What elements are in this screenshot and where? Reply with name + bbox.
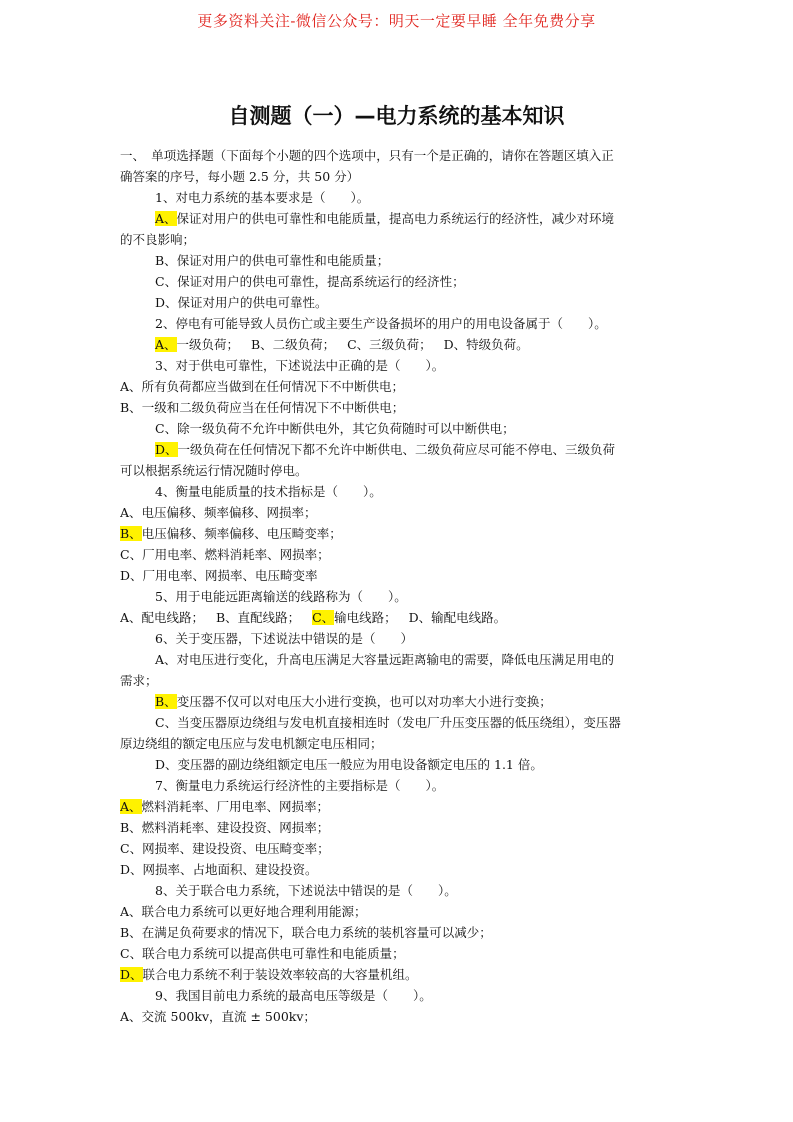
answer-option (120, 439, 673, 460)
answer-option (120, 292, 673, 313)
option-text: 电压偏移、频率偏移、电压畸变率； (141, 526, 342, 541)
section-heading-line-2: 确答案的序号，每小题 2.5 分，共 50 分） (120, 169, 360, 184)
option-mark: B、 (215, 610, 238, 625)
option-text: 燃料消耗率、建设投资、网损率； (141, 820, 330, 835)
option-text: 配电线路； (141, 610, 205, 625)
option-text: 保证对用户的供电可靠性。 (177, 295, 328, 310)
option-mark: C、 (312, 610, 335, 625)
answer-option (120, 1006, 673, 1027)
option-mark: D、 (120, 862, 143, 877)
option-mark: A、 (155, 337, 177, 352)
answer-option (120, 796, 673, 817)
option-mark: A、 (120, 505, 142, 520)
answer-option (120, 922, 673, 943)
promo-banner: 更多资料关注-微信公众号：明天一定要早睡 全年免费分享 (197, 12, 596, 30)
option-mark: A、 (155, 211, 177, 226)
question-stem: 8、关于联合电力系统，下述说法中错误的是（ ）。 (155, 883, 457, 898)
option-mark: B、 (120, 526, 142, 541)
option-text: 二级负荷； (272, 337, 336, 352)
option-text: 网损率、建设投资、电压畸变率； (142, 841, 330, 856)
option-mark: B、 (120, 925, 142, 940)
option-mark: D、 (155, 757, 178, 772)
option-text: 在满足负荷要求的情况下，联合电力系统的装机容量可以减少； (141, 925, 492, 940)
answer-option (120, 250, 673, 271)
section-heading-line-1: 一、 单项选择题（下面每个小题的四个选项中，只有一个是正确的，请你在答题区填入正 (120, 148, 614, 163)
question-stem: 1、对电力系统的基本要求是（ ）。 (155, 190, 370, 205)
option-mark: A、 (120, 904, 142, 919)
option-text: 燃料消耗率、厂用电率、网损率； (141, 799, 330, 814)
option-mark: C、 (155, 715, 178, 730)
option-text: 厂用电率、燃料消耗率、网损率； (142, 547, 330, 562)
option-text: 直配线路； (237, 610, 301, 625)
page-title: 自测题（一）—电力系统的基本知识 (228, 104, 565, 128)
option-text: 输配电线路。 (431, 610, 507, 625)
option-mark: C、 (155, 274, 178, 289)
option-text: 交流 500kv，直流 ± 500kv； (141, 1009, 316, 1024)
document-body (120, 145, 673, 1027)
option-continuation: 原边绕组的额定电压应与发电机额定电压相同； (120, 736, 383, 751)
option-mark: C、 (347, 337, 370, 352)
option-text: 三级负荷； (369, 337, 432, 352)
option-text: 所有负荷都应当做到在任何情况下不中断供电； (141, 379, 405, 394)
question-stem: 3、对于供电可靠性，下述说法中正确的是（ ）。 (155, 358, 445, 373)
question-stem: 4、衡量电能质量的技术指标是（ ）。 (155, 484, 382, 499)
option-mark: A、 (120, 379, 142, 394)
answer-option (120, 271, 673, 292)
question-stem: 9、我国目前电力系统的最高电压等级是（ ）。 (155, 988, 432, 1003)
option-continuation: 需求； (120, 673, 158, 688)
answer-option (120, 691, 673, 712)
option-text: 联合电力系统可以更好地合理利用能源； (141, 904, 367, 919)
option-text: 除一级负荷不允许中断供电外，其它负荷随时可以中断供电； (177, 421, 515, 436)
option-text: 一级和二级负荷应当在任何情况下不中断供电； (141, 400, 405, 415)
option-mark: D、 (155, 295, 178, 310)
option-text: 网损率、占地面积、建设投资。 (142, 862, 318, 877)
question-stem: 6、关于变压器，下述说法中错误的是（ ） (155, 631, 413, 646)
option-text: 变压器的副边绕组额定电压一般应为用电设备额定电压的 1.1 倍。 (177, 757, 543, 772)
option-mark: D、 (443, 337, 467, 352)
answer-option (120, 376, 673, 397)
option-continuation: 的不良影响； (120, 232, 196, 247)
option-mark: B、 (155, 253, 177, 268)
answer-option (120, 838, 673, 859)
option-mark: A、 (120, 799, 142, 814)
option-mark: B、 (250, 337, 273, 352)
answer-option (120, 418, 673, 439)
option-text: 厂用电率、网损率、电压畸变率 (142, 568, 318, 583)
option-text: 电压偏移、频率偏移、网损率； (141, 505, 317, 520)
option-mark: C、 (120, 841, 143, 856)
option-mark: A、 (155, 652, 177, 667)
option-text: 特级负荷。 (466, 337, 529, 352)
option-text: 一级负荷； (176, 337, 240, 352)
option-mark: B、 (155, 694, 177, 709)
option-mark: D、 (120, 568, 143, 583)
answer-option (120, 502, 673, 523)
option-mark: C、 (120, 946, 143, 961)
option-text: 联合电力系统不利于装设效率较高的大容量机组。 (142, 967, 418, 982)
answer-option (120, 964, 673, 985)
option-continuation: 可以根据系统运行情况随时停电。 (120, 463, 308, 478)
option-text: 保证对用户的供电可靠性和电能质量； (176, 253, 390, 268)
answer-option (120, 208, 673, 229)
option-text: 输电线路； (334, 610, 397, 625)
option-text: 变压器不仅可以对电压大小进行变换，也可以对功率大小进行变换； (176, 694, 552, 709)
inline-options-row (120, 607, 673, 628)
answer-option (120, 943, 673, 964)
answer-option (120, 817, 673, 838)
option-mark: C、 (155, 421, 178, 436)
answer-option (120, 901, 673, 922)
option-text: 当变压器原边绕组与发电机直接相连时（发电厂升压变压器的低压绕组），变压器 (177, 715, 621, 730)
option-mark: A、 (120, 1009, 142, 1024)
option-mark: C、 (120, 547, 143, 562)
question-stem: 5、用于电能远距离输送的线路称为（ ）。 (155, 589, 407, 604)
answer-option (120, 859, 673, 880)
answer-option (120, 544, 673, 565)
option-text: 联合电力系统可以提高供电可靠性和电能质量； (142, 946, 405, 961)
option-text: 对电压进行变化，升高电压满足大容量远距离输电的需要，降低电压满足用电的 (176, 652, 615, 667)
option-mark: B、 (120, 400, 142, 415)
option-mark: B、 (120, 820, 142, 835)
question-stem: 7、衡量电力系统运行经济性的主要指标是（ ）。 (155, 778, 445, 793)
option-text: 保证对用户的供电可靠性，提高系统运行的经济性； (177, 274, 465, 289)
answer-option (120, 523, 673, 544)
option-mark: D、 (155, 442, 178, 457)
option-text: 保证对用户的供电可靠性和电能质量，提高电力系统运行的经济性，减少对环境 (176, 211, 615, 226)
answer-option (120, 754, 673, 775)
inline-options-row (120, 334, 673, 355)
answer-option (120, 649, 673, 670)
option-mark: D、 (408, 610, 432, 625)
answer-option (120, 712, 673, 733)
option-mark: A、 (120, 610, 142, 625)
answer-option (120, 565, 673, 586)
answer-option (120, 397, 673, 418)
option-text: 一级负荷在任何情况下都不允许中断供电、二级负荷应尽可能不停电、三级负荷 (177, 442, 616, 457)
question-stem: 2、停电有可能导致人员伤亡或主要生产设备损坏的用户的用电设备属于（ ）。 (155, 316, 607, 331)
option-mark: D、 (120, 967, 143, 982)
